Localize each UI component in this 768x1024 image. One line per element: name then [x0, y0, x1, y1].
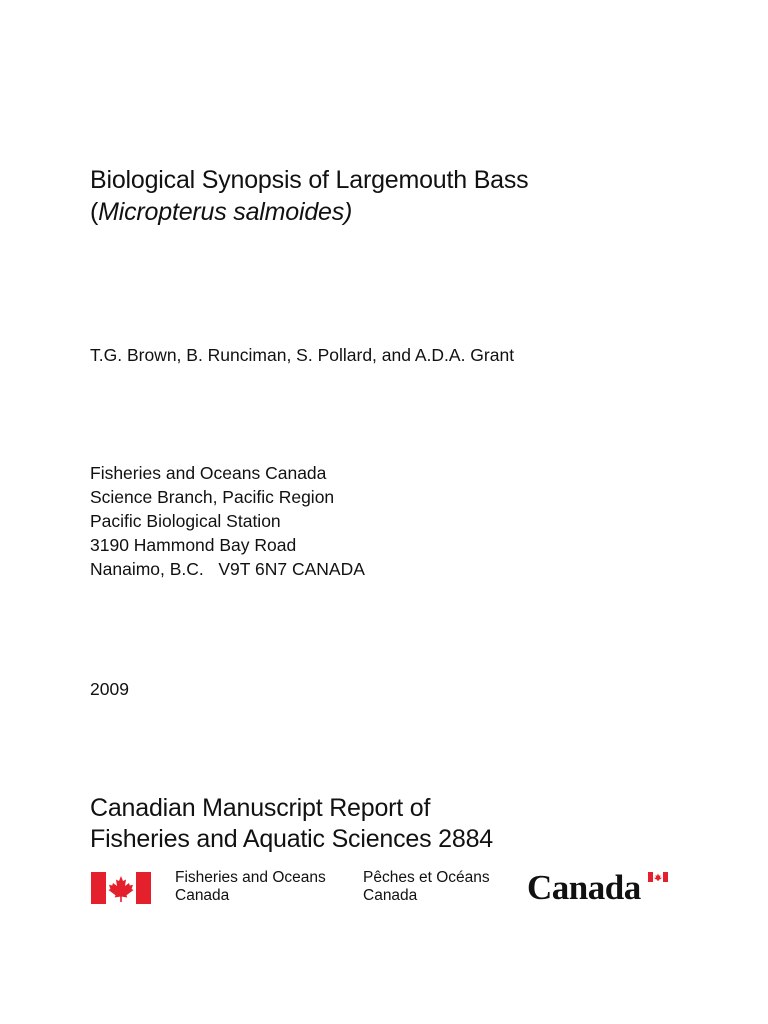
document-title [90, 164, 528, 228]
canada-wordmark: Canada [527, 868, 641, 907]
department-name-french [363, 869, 490, 905]
publication-year: 2009 [90, 679, 129, 699]
series-line-1: Canadian Manuscript Report of [90, 794, 431, 822]
address-line: Pacific Biological Station [90, 511, 281, 531]
department-fr-line: Pêches et Océans [363, 869, 490, 886]
department-fr-line: Canada [363, 887, 418, 904]
authors: T.G. Brown, B. Runciman, S. Pollard, and A.D.A. Grant [90, 345, 515, 365]
address-line: Science Branch, Pacific Region [90, 487, 335, 507]
address-line: Nanaimo, B.C. V9T 6N7 CANADA [90, 559, 365, 579]
affiliation-address [90, 461, 365, 581]
department-name-english [175, 869, 326, 905]
series-line-2: Fisheries and Aquatic Sciences 2884 [90, 825, 493, 853]
government-signature-footer [0, 866, 768, 914]
wordmark-flag-icon [648, 872, 668, 882]
title-scientific-name: Micropterus salmoides) [98, 198, 353, 226]
report-series [90, 793, 493, 855]
title-line-1: Biological Synopsis of Largemouth Bass [90, 166, 529, 194]
title-paren-open: ( [90, 198, 99, 226]
address-line: 3190 Hammond Bay Road [90, 535, 297, 555]
department-en-line: Canada [175, 887, 230, 904]
department-en-line: Fisheries and Oceans [175, 869, 326, 886]
canada-flag-icon [91, 872, 151, 904]
address-line: Fisheries and Oceans Canada [90, 463, 327, 483]
